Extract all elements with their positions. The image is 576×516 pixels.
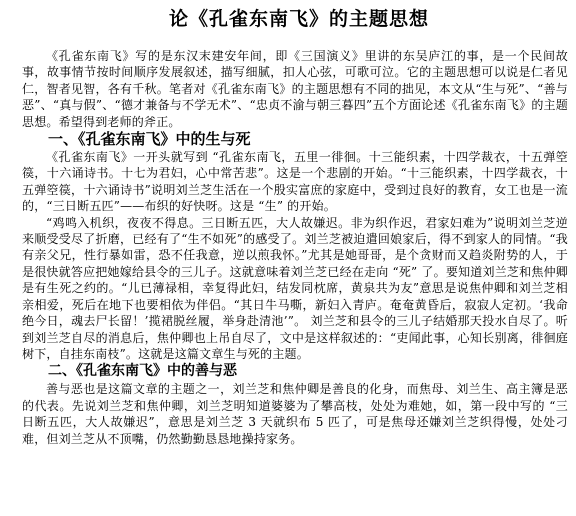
section-1-heading: 一、《孔雀东南飞》中的生与死 <box>48 130 251 149</box>
section-1-paragraph-2: “鸡鸣入机织，夜夜不得息。三日断五匹，大人故嫌迟。非为织作迟，君家妇难为”说明刘兰芝逆来顺受受尽了折磨，已经有了“生不如死”的感受了。刘兰芝被迫遣回娘家后，得不到家人的同情。“我有亲父兄，性行暴如雷，恐不任我意，逆以煎我怀。”尤其是她哥哥，是个贪财而又趋炎附势的人，于是很快就答应把她嫁给县令的三儿子。这就意味着刘兰芝已经在走向 “死” 了。要知道刘兰芝和焦仲卿是有生死之约的。“儿已薄禄相，幸复得此妇，结发同枕席，黄泉共为友”意思是说焦仲卿和刘兰芝相亲相爱，死后在地下也要相依为伴侣。“其日牛马嘶，新妇入青庐。奄奄黄昏后，寂寂人定初。‘我命绝今日，魂去尸长留！’揽裙脱丝履，举身赴清池’”。 刘兰芝和县令的三儿子结婚那天投水自尽了。听到刘兰芝自尽的消息后，焦仲卿也上吊自尽了，文中是这样叙述的：“吏闻此事，心知长别离，徘徊庭树下，自挂东南枝”。这就是这篇文章生与死的主题。 <box>22 215 568 361</box>
section-2-paragraph-1: 善与恶也是这篇文章的主题之一，刘兰芝和焦仲卿是善良的化身，而焦母、刘兰生、高主簿是恶的代表。先说刘兰芝和焦仲卿，刘兰芝明知道婆婆为了攀高枝，处处为难她，如，第一段中写的 “三日断五匹，大人故嫌迟”，意思是刘兰芝 3 天就织布 5 匹了，可是焦母还嫌刘兰芝织得慢，处处刁难，但刘兰芝从不顶嘴，仍然勤勤恳恳地操持家务。 <box>22 382 568 446</box>
section-1-paragraph-1: 《孔雀东南飞》一开头就写到 “孔雀东南飞，五里一徘徊。十三能织素，十四学裁衣，十五弹箜篌，十六诵诗书。十七为君妇，心中常苦悲”。这是一个悲剧的开始。“十三能织素，十四学裁衣，十五弹箜篌，十六诵诗书”说明刘兰芝生活在一个殷实富庶的家庭中，受到过良好的教育，女工也是一流的，“三日断五匹”——布织的好快呀。这是 “生” 的开始。 <box>22 150 568 214</box>
document-title: 论《孔雀东南飞》的主题思想 <box>168 8 429 30</box>
intro-paragraph: 《孔雀东南飞》写的是东汉末建安年间，即《三国演义》里讲的东吴庐江的事，是一个民间故事，故事情节按时间顺序发展叙述，描写细腻，扣人心弦，可歌可泣。它的主题思想可以说是仁者见仁，智者见智，各有千秋。笔者对《孔雀东南飞》的主题思想有不同的拙见，本文从“生与死”、“善与恶”、“真与假”、“德才兼备与不学无术”、“忠贞不渝与朝三暮四”五个方面论述《孔雀东南飞》的主题思想。希望得到老师的斧正。 <box>22 49 568 129</box>
section-2-heading: 二、《孔雀东南飞》中的善与恶 <box>48 363 237 380</box>
